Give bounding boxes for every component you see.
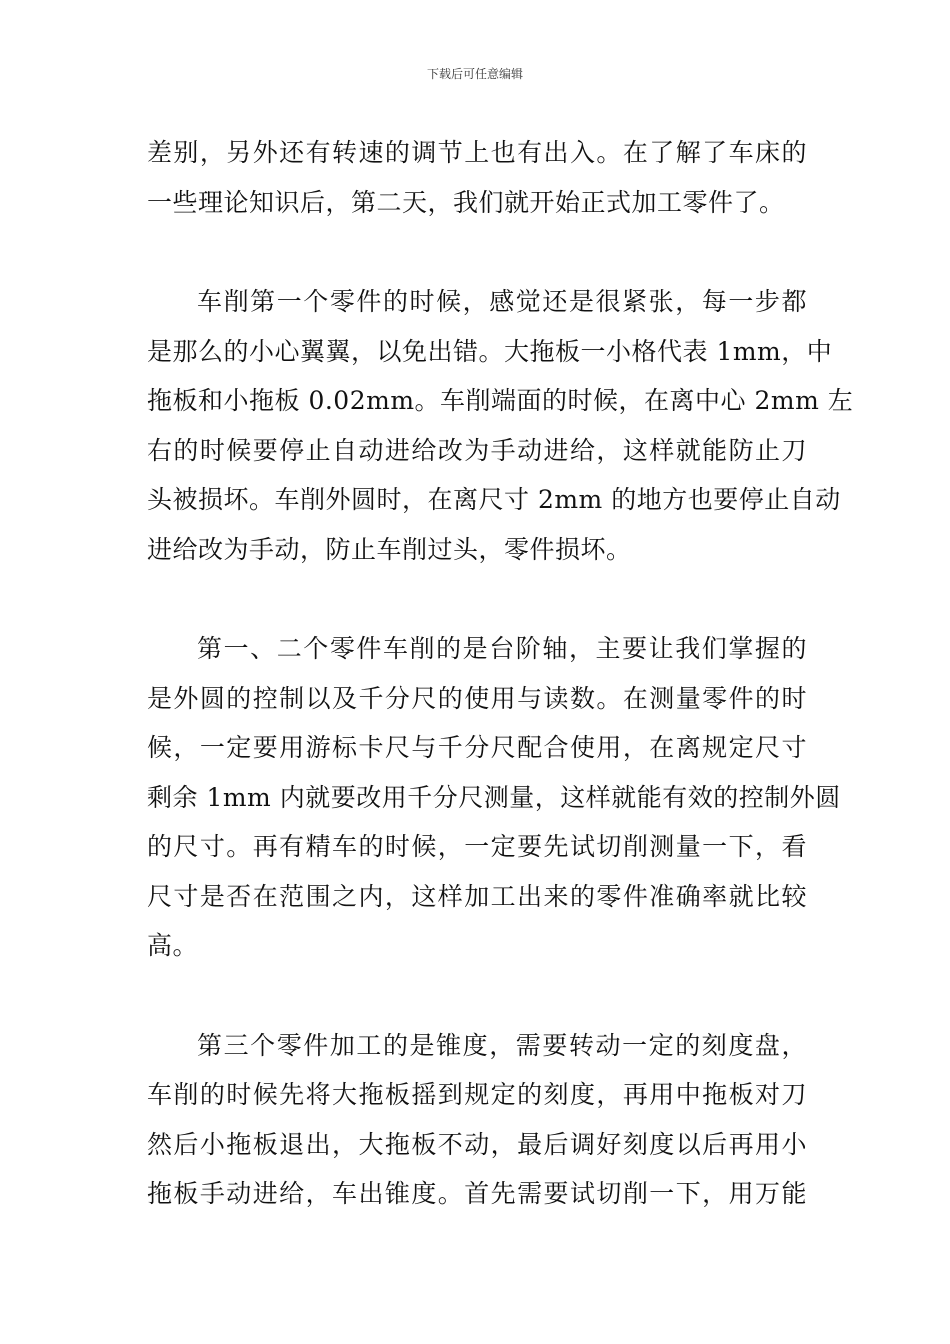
- paragraph-line: 的尺寸。再有精车的时候，一定要先试切削测量一下，看: [147, 832, 807, 861]
- paragraph-line: 差别，另外还有转速的调节上也有出入。在了解了车床的: [147, 138, 807, 167]
- paragraph-2: [147, 277, 854, 574]
- paragraph-line: 是那么的小心翼翼，以免出错。大拖板一小格代表 1mm，中: [147, 336, 833, 366]
- paragraph-line: 拖板和小拖板 0.02mm。车削端面的时候，在离中心 2mm 左: [147, 386, 854, 415]
- paragraph-line: 右的时候要停止自动进给改为手动进给，这样就能防止刀: [147, 435, 807, 465]
- paragraph-line: 高。: [147, 931, 199, 960]
- paragraph-4: [147, 1021, 807, 1219]
- paragraph-line: 拖板手动进给，车出锥度。首先需要试切削一下，用万能: [147, 1179, 807, 1208]
- paragraph-line: 车削的时候先将大拖板摇到规定的刻度，再用中拖板对刀: [147, 1080, 807, 1109]
- paragraph-1: [147, 128, 807, 227]
- header-text: 下载后可任意编辑: [426, 67, 523, 81]
- paragraph-line: 然后小拖板退出，大拖板不动，最后调好刻度以后再用小: [147, 1129, 807, 1159]
- paragraph-line: 车削第一个零件的时候，感觉还是很紧张，每一步都: [197, 287, 807, 316]
- document-body: [147, 128, 854, 1219]
- paragraph-line: 是外圆的控制以及千分尺的使用与读数。在测量零件的时: [147, 683, 807, 713]
- paragraph-line: 候，一定要用游标卡尺与千分尺配合使用，在离规定尺寸: [147, 733, 807, 762]
- paragraph-line: 第三个零件加工的是锥度，需要转动一定的刻度盘，: [197, 1030, 807, 1060]
- paragraph-line: 剩余 1mm 内就要改用千分尺测量，这样就能有效的控制外圆: [147, 782, 841, 812]
- paragraph-line: 尺寸是否在范围之内，这样加工出来的零件准确率就比较: [147, 881, 807, 911]
- paragraph-line: 头被损坏。车削外圆时，在离尺寸 2mm 的地方也要停止自动: [147, 485, 841, 514]
- paragraph-line: 进给改为手动，防止车削过头，零件损坏。: [147, 534, 632, 564]
- paragraph-line: 一些理论知识后，第二天，我们就开始正式加工零件了。: [147, 187, 785, 217]
- paragraph-3: [147, 624, 841, 971]
- paragraph-line: 第一、二个零件车削的是台阶轴，主要让我们掌握的: [197, 634, 807, 663]
- page-header: [0, 66, 950, 82]
